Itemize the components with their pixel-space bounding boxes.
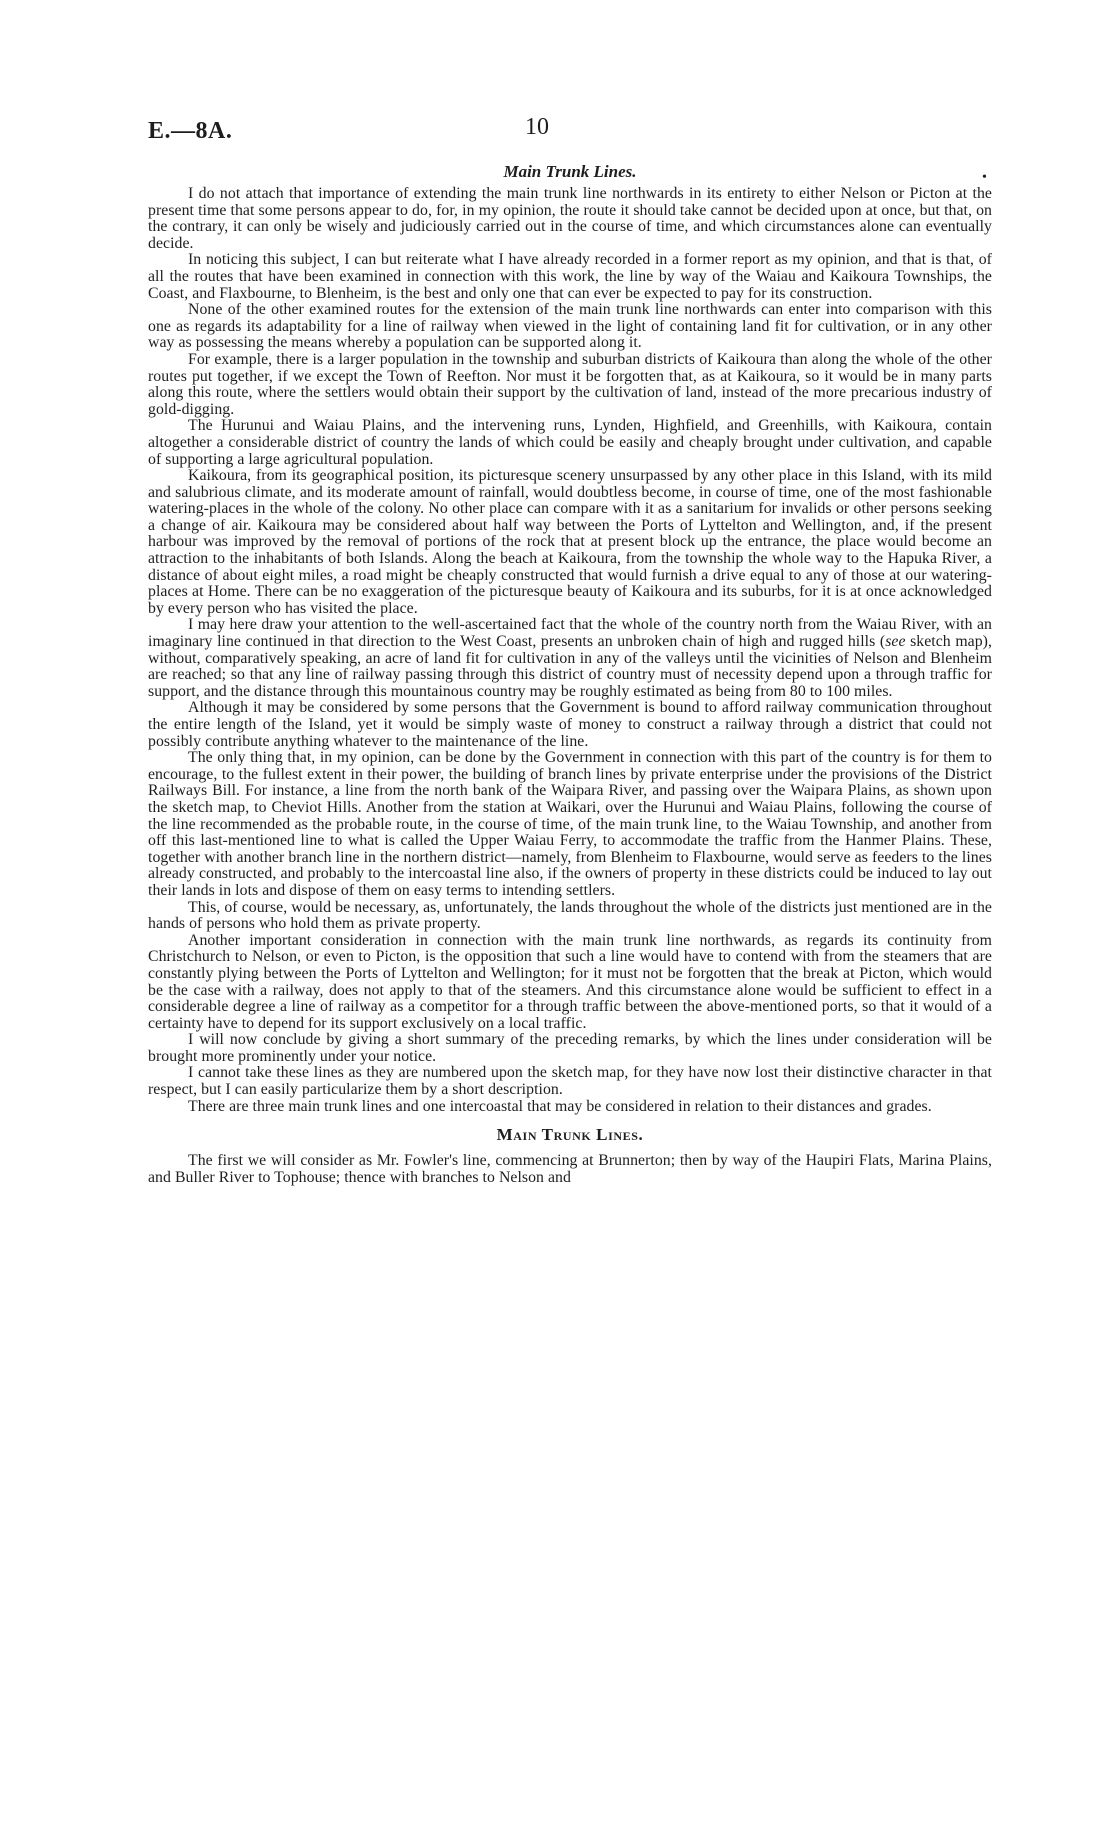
paragraph: I cannot take these lines as they are numbered upon the sketch map, for they have now lost their distinctive character in that respect, but I can easily particularize them by a short description. bbox=[148, 1064, 992, 1099]
section-heading: Main Trunk Lines. bbox=[503, 162, 637, 181]
paragraph: This, of course, would be necessary, as, unfortunately, the lands throughout the whole of the districts just mentioned are in the hands of persons who hold them as private property. bbox=[148, 898, 992, 933]
emphasis: see bbox=[885, 633, 906, 651]
paragraph: The first we will consider as Mr. Fowler's line, commencing at Brunnerton; then by way of the Haupiri Flats, Marina Plains, and Buller River to Tophouse; thence with branches to Nelson and bbox=[148, 1152, 992, 1186]
paragraph: In noticing this subject, I can but reiterate what I have already recorded in a former report as my opinion, and that is that, of all the routes that have been examined in connection with this work, the line by way of the Waiau and Kaikoura Townships, the Coast, and Flaxbourne, to Blenheim, is the best and only one that can ever be expected to pay for its construction. bbox=[148, 251, 992, 302]
paragraph: For example, there is a larger population in the township and suburban districts of Kaikoura than along the whole of the other routes put together, if we except the Town of Reefton. Nor must it be forgotten that, as at Kaikoura, so it would be in many parts along this route, where the settlers would obtain their support by the cultivation of land, instead of the more precarious industry of gold-digging. bbox=[148, 350, 992, 418]
page-number: 10 bbox=[525, 114, 549, 140]
section-heading: Main Trunk Lines. bbox=[496, 1125, 644, 1145]
paragraph: Although it may be considered by some persons that the Government is bound to afford railway communication throughout the entire length of the Island, yet it would be simply waste of money to construct a railway through a district that could not possibly contribute anything whatever to the maintenance of the line. bbox=[148, 699, 992, 750]
paragraph: I may here draw your attention to the well-ascertained fact that the whole of the country north from the Waiau River, with an imaginary line continued in that direction to the West Coast, presents an unbroken chain of high and rugged hills (see sketch map), without, comparatively speaking, an acre of land fit for cultivation in any of the valleys until the vicinities of Nelson and Blenheim are reached; so that any line of railway passing through this district of country must of necessity depend upon a through traffic for support, and the distance through this mountainous country may be roughly estimated as being from 80 to 100 miles. bbox=[148, 616, 992, 700]
paragraph: There are three main trunk lines and one intercoastal that may be considered in relation to their distances and grades. bbox=[188, 1097, 932, 1115]
paragraph: I will now conclude by giving a short summary of the preceding remarks, by which the lines under consideration will be brought more prominently under your notice. bbox=[148, 1031, 992, 1065]
paragraph: I do not attach that importance of extending the main trunk line northwards in its entirety to either Nelson or Picton at the present time that some persons appear to do, for, in my opinion, the route it should take cannot be decided upon at once, but that, on the contrary, it can only be wisely and judiciously carried out in the course of time, and which circumstances alone can eventually decide. bbox=[148, 185, 992, 252]
body-text bbox=[148, 163, 992, 1186]
paragraph: Kaikoura, from its geographical position, its picturesque scenery unsurpassed by any other place in this Island, with its mild and salubrious climate, and its moderate amount of rainfall, would doubtless become, in course of time, one of the most fashionable watering-places in the whole of the colony. No other place can compare with it as a sanitarium for invalids or other persons seeking a change of air. Kaikoura may be considered about half way between the Ports of Lyttelton and Wellington, and, if the present harbour was improved by the removal of portions of the rock that at present block up the entrance, the place would become an attraction to the inhabitants of both Islands. Along the beach at Kaikoura, from the township the whole way to the Hapuka River, a distance of about eight miles, a road might be cheaply constructed that would furnish a drive equal to any of those at our watering-places at Home. There can be no exaggeration of the picturesque beauty of Kaikoura and its suburbs, for it is at once acknowledged by every person who has visited the place. bbox=[148, 467, 992, 617]
document-code: E.—8A. bbox=[148, 118, 233, 144]
paragraph: None of the other examined routes for the extension of the main trunk line northwards can enter into comparison with this one as regards its adaptability for a line of railway when viewed in the light of containing land fit for cultivation, or in any other way as possessing the means whereby a population can be supported along it. bbox=[148, 301, 992, 352]
paragraph: Another important consideration in connection with the main trunk line northwards, as regards its continuity from Christchurch to Nelson, or even to Picton, is the opposition that such a line would have to contend with from the steamers that are constantly plying between the Ports of Lyttelton and Wellington; for it must not be forgotten that the break at Picton, which would be the case with a railway, does not apply to that of the steamers. And this circumstance alone would be sufficient to effect in a considerable degree a line of railway as a competitor for a through traffic between the above-mentioned ports, so that it would of a certainty have to depend for its support exclusively on a local traffic. bbox=[148, 931, 992, 1032]
paragraph: The only thing that, in my opinion, can be done by the Government in connection with this part of the country is for them to encourage, to the fullest extent in their power, the building of branch lines by private enterprise under the provisions of the District Railways Bill. For instance, a line from the north bank of the Waipara River, and passing over the Waipara Plains, as shown upon the sketch map, to Cheviot Hills. Another from the station at Waikari, over the Hurunui and Waiau Plains, following the course of the line recommended as the probable route, in the course of time, of the main trunk line, to the Waiau Township, and another from off this last-mentioned line to what is called the Upper Waiau Ferry, to accommodate the traffic from the Hanmer Plains. These, together with another branch line in the northern district—namely, from Blenheim to Flaxbourne, would serve as feeders to the lines already constructed, and probably to the intercoastal line also, if the owners of property in these districts could be induced to lay out their lands in lots and dispose of them on easy terms to intending settlers. bbox=[148, 749, 992, 899]
section-marker: • bbox=[982, 170, 987, 185]
paragraph: The Hurunui and Waiau Plains, and the intervening runs, Lynden, Highfield, and Greenhills, with Kaikoura, contain altogether a considerable district of country the lands of which could be easily and cheaply brought under cultivation, and capable of supporting a large agricultural population. bbox=[148, 417, 992, 468]
